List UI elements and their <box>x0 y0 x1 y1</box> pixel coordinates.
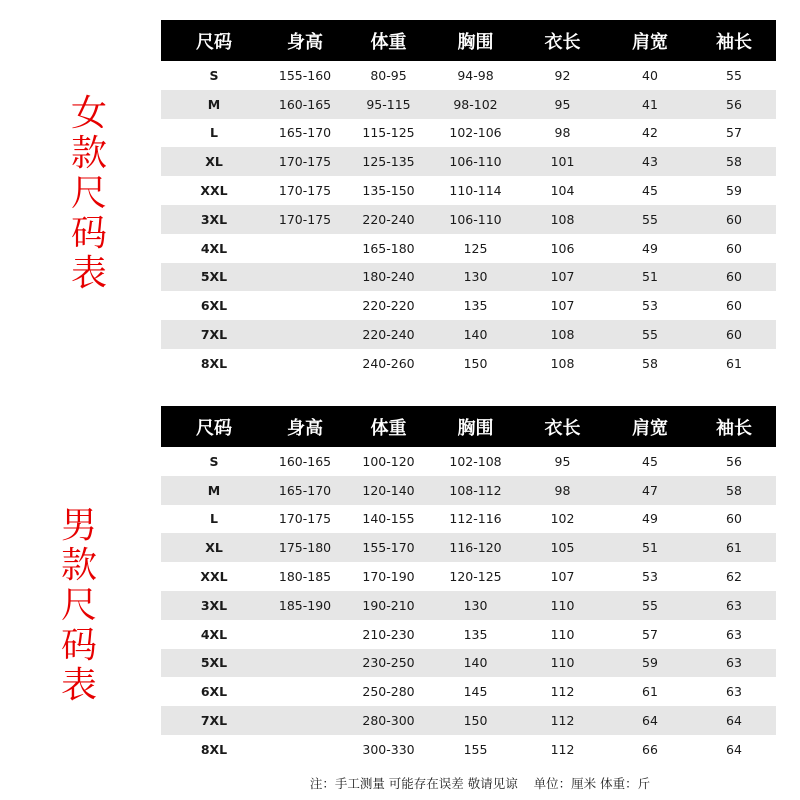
table-cell: 63 <box>692 591 776 620</box>
table-row <box>161 562 776 591</box>
table-cell: 125-135 <box>343 147 434 176</box>
table-row <box>161 61 776 90</box>
table-cell: 107 <box>517 291 608 320</box>
table-cell: 66 <box>608 735 692 764</box>
column-header: 胸围 <box>434 20 517 61</box>
table-cell: 55 <box>692 61 776 90</box>
table-cell: 49 <box>608 505 692 534</box>
table-cell: 105 <box>517 533 608 562</box>
table-cell: 98-102 <box>434 90 517 119</box>
title-char: 款 <box>70 133 107 174</box>
table-cell: 300-330 <box>343 735 434 764</box>
table-cell: 56 <box>692 90 776 119</box>
table-cell: 60 <box>692 320 776 349</box>
table-cell: 45 <box>608 447 692 476</box>
table-cell: 135 <box>434 291 517 320</box>
table-cell: 210-230 <box>343 620 434 649</box>
table-cell <box>267 677 343 706</box>
table-cell: 106-110 <box>434 205 517 234</box>
men-size-table <box>161 406 776 764</box>
table-row <box>161 147 776 176</box>
table-cell: 230-250 <box>343 649 434 678</box>
table-cell: 112 <box>517 677 608 706</box>
table-cell: 160-165 <box>267 90 343 119</box>
column-header: 袖长 <box>692 20 776 61</box>
table-cell: 95 <box>517 447 608 476</box>
table-row <box>161 291 776 320</box>
table-cell: 95-115 <box>343 90 434 119</box>
men-table-body <box>161 447 776 764</box>
table-cell: 57 <box>608 620 692 649</box>
table-cell: 120-140 <box>343 476 434 505</box>
table-cell: 64 <box>692 706 776 735</box>
table-cell: 53 <box>608 291 692 320</box>
table-cell: 55 <box>608 205 692 234</box>
column-header: 身高 <box>267 20 343 61</box>
table-cell: 101 <box>517 147 608 176</box>
table-cell: 130 <box>434 263 517 292</box>
table-row <box>161 505 776 534</box>
table-cell: 98 <box>517 119 608 148</box>
table-cell: 41 <box>608 90 692 119</box>
size-cell: S <box>161 447 267 476</box>
table-cell: 170-175 <box>267 205 343 234</box>
table-cell <box>267 649 343 678</box>
table-cell: 95 <box>517 90 608 119</box>
title-char: 码 <box>60 625 97 666</box>
table-cell: 106 <box>517 234 608 263</box>
size-cell: 6XL <box>161 291 267 320</box>
table-cell: 120-125 <box>434 562 517 591</box>
table-cell: 107 <box>517 263 608 292</box>
table-cell: 64 <box>692 735 776 764</box>
table-row <box>161 677 776 706</box>
women-size-table <box>161 20 776 378</box>
men-table-header <box>161 406 776 447</box>
size-cell: M <box>161 476 267 505</box>
table-row <box>161 476 776 505</box>
table-row <box>161 447 776 476</box>
size-cell: 4XL <box>161 620 267 649</box>
size-cell: 3XL <box>161 591 267 620</box>
table-cell: 130 <box>434 591 517 620</box>
table-row <box>161 735 776 764</box>
size-cell: S <box>161 61 267 90</box>
size-cell: 5XL <box>161 649 267 678</box>
table-cell: 165-180 <box>343 234 434 263</box>
column-header: 胸围 <box>434 406 517 447</box>
table-cell: 106-110 <box>434 147 517 176</box>
table-cell <box>267 291 343 320</box>
table-cell <box>267 735 343 764</box>
table-cell: 250-280 <box>343 677 434 706</box>
table-cell: 102-106 <box>434 119 517 148</box>
table-cell: 58 <box>692 147 776 176</box>
table-cell: 110 <box>517 620 608 649</box>
women-size-chart-title <box>67 94 111 294</box>
table-cell: 55 <box>608 591 692 620</box>
table-cell <box>267 620 343 649</box>
table-cell: 155-170 <box>343 533 434 562</box>
table-cell: 45 <box>608 176 692 205</box>
column-header: 尺码 <box>161 20 267 61</box>
table-cell: 170-175 <box>267 176 343 205</box>
table-cell: 170-190 <box>343 562 434 591</box>
table-row <box>161 591 776 620</box>
measurement-footnote: 注：手工测量 可能存在误差 敬请见谅 单位：厘米 体重：斤 <box>309 776 651 791</box>
table-cell: 160-165 <box>267 447 343 476</box>
table-cell: 175-180 <box>267 533 343 562</box>
column-header: 肩宽 <box>608 406 692 447</box>
column-header: 衣长 <box>517 406 608 447</box>
table-cell: 110 <box>517 591 608 620</box>
table-row <box>161 205 776 234</box>
title-char: 女 <box>70 93 107 134</box>
table-cell: 116-120 <box>434 533 517 562</box>
table-cell: 63 <box>692 677 776 706</box>
table-cell: 51 <box>608 533 692 562</box>
size-cell: XXL <box>161 176 267 205</box>
title-char: 男 <box>60 505 97 546</box>
table-cell <box>267 234 343 263</box>
women-table-body <box>161 61 776 378</box>
size-cell: 4XL <box>161 234 267 263</box>
table-cell: 220-240 <box>343 320 434 349</box>
column-header: 体重 <box>343 406 434 447</box>
table-cell: 53 <box>608 562 692 591</box>
table-cell: 185-190 <box>267 591 343 620</box>
column-header: 身高 <box>267 406 343 447</box>
table-row <box>161 119 776 148</box>
table-cell: 60 <box>692 205 776 234</box>
table-cell: 104 <box>517 176 608 205</box>
table-cell: 100-120 <box>343 447 434 476</box>
table-cell <box>267 320 343 349</box>
table-row <box>161 90 776 119</box>
table-row <box>161 234 776 263</box>
table-cell: 63 <box>692 649 776 678</box>
size-cell: XL <box>161 147 267 176</box>
table-cell: 43 <box>608 147 692 176</box>
table-cell <box>267 349 343 378</box>
table-cell: 280-300 <box>343 706 434 735</box>
table-cell: 58 <box>692 476 776 505</box>
title-char: 表 <box>60 665 97 706</box>
table-cell: 220-220 <box>343 291 434 320</box>
table-cell: 125 <box>434 234 517 263</box>
table-cell: 108 <box>517 205 608 234</box>
table-cell: 150 <box>434 706 517 735</box>
column-header: 体重 <box>343 20 434 61</box>
title-char: 表 <box>70 253 107 294</box>
table-cell <box>267 706 343 735</box>
table-cell: 240-260 <box>343 349 434 378</box>
size-cell: XXL <box>161 562 267 591</box>
table-cell: 55 <box>608 320 692 349</box>
table-cell: 170-175 <box>267 147 343 176</box>
table-cell: 150 <box>434 349 517 378</box>
table-cell: 58 <box>608 349 692 378</box>
table-cell: 56 <box>692 447 776 476</box>
table-cell: 110-114 <box>434 176 517 205</box>
table-cell: 165-170 <box>267 119 343 148</box>
size-cell: 7XL <box>161 706 267 735</box>
size-cell: M <box>161 90 267 119</box>
table-cell: 59 <box>692 176 776 205</box>
title-char: 码 <box>70 213 107 254</box>
table-cell: 94-98 <box>434 61 517 90</box>
table-cell: 61 <box>608 677 692 706</box>
size-cell: 8XL <box>161 735 267 764</box>
table-cell: 102 <box>517 505 608 534</box>
table-cell: 40 <box>608 61 692 90</box>
table-cell: 140 <box>434 320 517 349</box>
table-cell: 180-240 <box>343 263 434 292</box>
table-cell: 145 <box>434 677 517 706</box>
table-cell: 135-150 <box>343 176 434 205</box>
table-row <box>161 320 776 349</box>
men-size-chart-title <box>57 506 101 706</box>
table-cell: 112-116 <box>434 505 517 534</box>
table-cell: 220-240 <box>343 205 434 234</box>
size-cell: 5XL <box>161 263 267 292</box>
table-cell: 115-125 <box>343 119 434 148</box>
table-row <box>161 533 776 562</box>
table-cell: 92 <box>517 61 608 90</box>
table-cell: 98 <box>517 476 608 505</box>
table-cell: 61 <box>692 533 776 562</box>
size-cell: L <box>161 505 267 534</box>
title-char: 尺 <box>70 173 107 214</box>
table-cell: 60 <box>692 234 776 263</box>
table-cell: 108 <box>517 320 608 349</box>
table-cell: 64 <box>608 706 692 735</box>
column-header: 衣长 <box>517 20 608 61</box>
table-cell: 155-160 <box>267 61 343 90</box>
size-cell: XL <box>161 533 267 562</box>
title-char: 尺 <box>60 585 97 626</box>
table-cell: 108 <box>517 349 608 378</box>
table-cell: 47 <box>608 476 692 505</box>
column-header: 袖长 <box>692 406 776 447</box>
table-cell: 140-155 <box>343 505 434 534</box>
table-cell: 51 <box>608 263 692 292</box>
table-cell: 140 <box>434 649 517 678</box>
table-cell: 108-112 <box>434 476 517 505</box>
size-cell: 3XL <box>161 205 267 234</box>
table-cell: 62 <box>692 562 776 591</box>
table-cell: 180-185 <box>267 562 343 591</box>
column-header: 肩宽 <box>608 20 692 61</box>
table-cell: 80-95 <box>343 61 434 90</box>
table-cell <box>267 263 343 292</box>
table-cell: 60 <box>692 505 776 534</box>
table-cell: 112 <box>517 706 608 735</box>
table-cell: 190-210 <box>343 591 434 620</box>
table-cell: 102-108 <box>434 447 517 476</box>
table-cell: 155 <box>434 735 517 764</box>
table-cell: 112 <box>517 735 608 764</box>
size-cell: 7XL <box>161 320 267 349</box>
table-cell: 59 <box>608 649 692 678</box>
table-cell: 49 <box>608 234 692 263</box>
column-header: 尺码 <box>161 406 267 447</box>
table-cell: 60 <box>692 291 776 320</box>
table-row <box>161 649 776 678</box>
table-cell: 170-175 <box>267 505 343 534</box>
table-cell: 60 <box>692 263 776 292</box>
size-cell: 8XL <box>161 349 267 378</box>
size-cell: L <box>161 119 267 148</box>
table-cell: 61 <box>692 349 776 378</box>
table-cell: 135 <box>434 620 517 649</box>
table-cell: 57 <box>692 119 776 148</box>
table-row <box>161 263 776 292</box>
table-row <box>161 706 776 735</box>
table-cell: 107 <box>517 562 608 591</box>
women-table-header <box>161 20 776 61</box>
table-cell: 63 <box>692 620 776 649</box>
table-cell: 165-170 <box>267 476 343 505</box>
table-row <box>161 620 776 649</box>
table-cell: 42 <box>608 119 692 148</box>
size-cell: 6XL <box>161 677 267 706</box>
table-row <box>161 176 776 205</box>
table-row <box>161 349 776 378</box>
table-cell: 110 <box>517 649 608 678</box>
title-char: 款 <box>60 545 97 586</box>
